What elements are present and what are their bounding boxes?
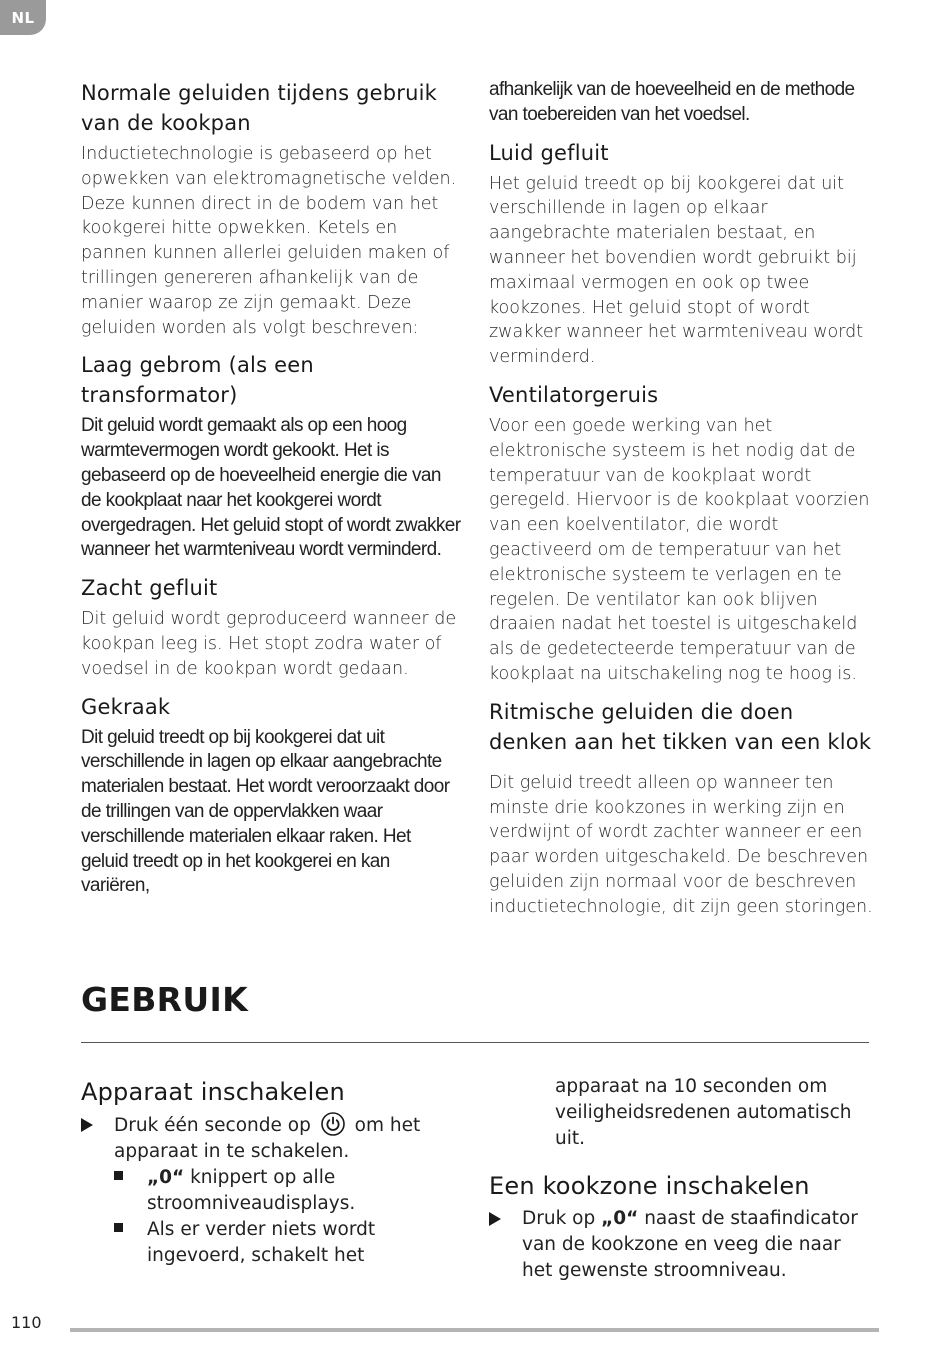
square-bullet-icon <box>114 1223 123 1232</box>
instruction-step <box>81 1112 461 1165</box>
paragraph-fan-noise: Voor een goede werking van het elektronische systeem is het nodig dat de temperatuur van de kookplaat wordt geregeld. Hiervoor is de kookplaat voorzien van een koelventilator, die wordt geactiveerd om de temperatuur van het elektronische systeem te verlagen en te regelen. De ventilator kan ook blijven draaien nadat het toestel is uitgeschakeld als de gedetecteerde temperatuur van de kookplaat na uitschakeling nog te hoog is. <box>489 415 870 684</box>
right-column <box>489 78 874 920</box>
left-column <box>81 78 461 899</box>
paragraph-low-hum: Dit geluid wordt gemaakt als op een hoog warmtevermogen wordt gekookt. Het is gebaseerd op de hoeveelheid energie die van de kookplaat naar het kookgerei wordt overgedragen. Het geluid stopt of wordt zwakker wanneer het warmteniveau wordt verminderd. <box>81 415 461 561</box>
page-number: 110 <box>11 1313 42 1332</box>
heading-normal-sounds: Normale geluiden tijdens gebruik van de kookpan <box>81 81 438 135</box>
power-button-icon <box>321 1112 345 1136</box>
paragraph-loud-whistle: Het geluid treedt op bij kookgerei dat uit verschillende in lagen op elkaar aangebrachte materialen bestaat, en wanneer het bovendien wordt gebruikt bij maximaal vermogen en ook op twee kookzones. Het geluid stopt of wordt zwakker wanneer het warmteniveau wordt verminderd. <box>489 173 864 368</box>
paragraph-induction-intro: Inductietechnologie is gebaseerd op het opwekken van elektromagnetische velden. Deze kunnen direct in de bodem van het kookgerei hitte opwekken. Ketels en pannen kunnen allerlei geluiden maken of trillingen genereren afhankelijk van de manier waarop ze zijn gemaakt. Deze geluiden worden als volgt beschreven: <box>81 144 457 338</box>
sub-bullet-blink-text <box>147 1165 461 1217</box>
sub-bullet-timeout <box>114 1217 461 1269</box>
heading-loud-whistle: Luid gefluit <box>489 140 609 165</box>
footer-bar <box>70 1328 879 1332</box>
triangle-bullet-icon <box>81 1118 93 1132</box>
heading-soft-whistle: Zacht gefluit <box>81 576 218 601</box>
kookzone-instruction-step <box>489 1206 874 1284</box>
heading-fan-noise: Ventilatorgeruis <box>489 382 659 407</box>
sub-bullet-blink-rest: knippert op alle stroomniveaudisplays. <box>147 1167 356 1214</box>
sub-bullet-blink <box>114 1165 461 1217</box>
heading-rhythmic-sounds: Ritmische geluiden die doen denken aan het tikken van een klok <box>489 699 872 754</box>
instruction-text <box>114 1112 461 1165</box>
paragraph-rhythmic-sounds: Dit geluid treedt alleen op wanneer ten minste drie kookzones in werking zijn en verdwijnt of wordt zachter wanneer er een paar worden uitgeschakeld. De beschreven geluiden zijn normaal voor de beschreven inductietechnologie, dit zijn geen storingen. <box>489 772 873 917</box>
zero-symbol: „0“ <box>601 1208 639 1229</box>
kookzone-instruction-text <box>522 1206 874 1284</box>
square-bullet-icon <box>114 1171 123 1180</box>
instruction-text-after: om het apparaat in te schakelen. <box>114 1115 421 1162</box>
instruction-text-before: Druk één seconde op <box>114 1115 311 1136</box>
section-divider <box>81 1042 869 1043</box>
zero-symbol: „0“ <box>147 1167 185 1188</box>
kookzone-instruction-pre: Druk op <box>522 1208 602 1229</box>
timeout-continued-text: apparaat na 10 seconden om veiligheidsredenen automatisch uit. <box>555 1076 852 1149</box>
heading-low-hum: Laag gebrom (als een transformator) <box>81 353 314 408</box>
section-title-gebruik: GEBRUIK <box>81 980 248 1019</box>
language-badge: NL <box>0 0 46 35</box>
kookzone-instruction-post: naast de staafindicator van de kookzone en veeg die naar het gewenste stroomniveau. <box>522 1208 858 1281</box>
triangle-bullet-icon <box>489 1212 501 1226</box>
sub-bullet-timeout-text: Als er verder niets wordt ingevoerd, schakelt het <box>147 1219 376 1266</box>
paragraph-soft-whistle: Dit geluid wordt geproduceerd wanneer de kookpan leeg is. Het stopt zodra water of voedsel in de kookpan wordt gedaan. <box>81 609 457 679</box>
apparaat-inschakelen-section <box>81 1076 461 1269</box>
heading-crackle: Gekraak <box>81 694 171 719</box>
paragraph-crackle: Dit geluid treedt op bij kookgerei dat uit verschillende in lagen op elkaar aangebrachte materialen bestaat. Het wordt veroorzaakt door de trillingen van de oppervlakken waar verschillende materialen elkaar raken. Het geluid treedt op in het kookgerei en kan variëren, <box>81 726 450 897</box>
kookzone-section <box>489 1074 874 1284</box>
paragraph-crackle-continued: afhankelijk van de hoeveelheid en de methode van toebereiden van het voedsel. <box>489 79 855 125</box>
heading-kookzone-inschakelen: Een kookzone inschakelen <box>489 1172 810 1200</box>
heading-apparaat-inschakelen: Apparaat inschakelen <box>81 1078 345 1106</box>
